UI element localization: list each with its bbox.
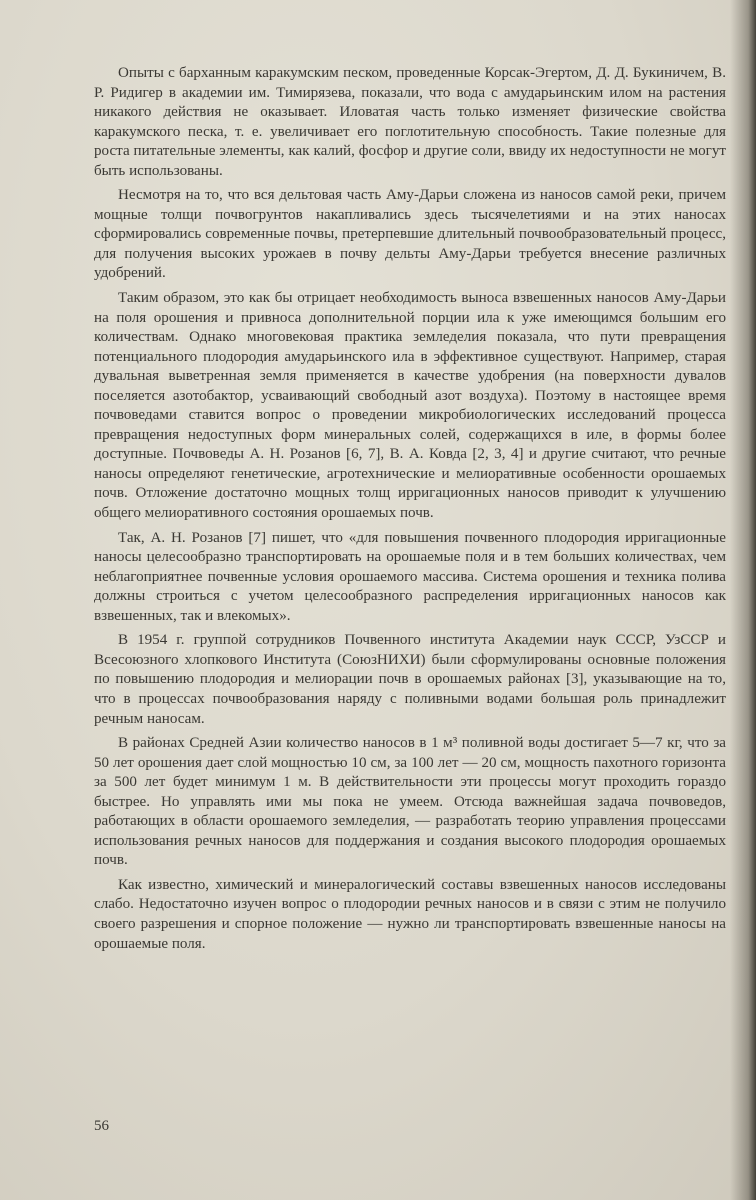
paragraph-2: Несмотря на то, что вся дельтовая часть Аму-Дарьи сложена из наносов самой реки, причем мощные толщи почвогрунтов накапливались здесь тысячелетиями и на этих наносах сформировались современные почвы, претерпевшие длительный почвообразовательный процесс, для получения высоких урожаев в почву дельты Аму-Дарьи требуется внесение различных удобрений. bbox=[94, 187, 726, 282]
paragraph-7: Как известно, химический и минералогический составы взвешенных наносов исследованы слабо. Недостаточно изучен вопрос о плодородии речных наносов и в связи с этим не получило своего разрешения и спорное положение — нужно ли транспортировать взвешенные наносы на орошаемые поля. bbox=[94, 876, 726, 952]
body-text bbox=[94, 64, 726, 959]
page-number: 56 bbox=[94, 1118, 109, 1134]
paragraph-6: В районах Средней Азии количество наносов в 1 м³ поливной воды достигает 5—7 кг, что за 50 лет орошения дает слой мощностью 10 см, за 100 лет — 20 см, мощность пахотного горизонта за 500 лет будет минимум 1 м. В действительности эти процессы могут проходить гораздо быстрее. Но управлять ими мы пока не умеем. Отсюда важнейшая задача почвоведов, работающих в области орошаемого земледелия, — разработать теорию управления процессами использования речных наносов для поддержания и создания высокого плодородия орошаемых почв. bbox=[94, 735, 726, 869]
paragraph-3: Таким образом, это как бы отрицает необходимость выноса взвешенных наносов Аму-Дарьи на поля орошения и привноса дополнительной порции ила к уже имеющимся большим его количествам. Однако многовековая практика земледелия показала, что пути превращения потенциального плодородия амударьинского ила в эффективное существуют. Например, старая дувальная выветренная земля применяется в качестве удобрения (на поверхности дувалов поселяется азотобактор, усваивающий свободный азот воздуха). Поэтому в настоящее время почвоведами ставится вопрос о проведении микробиологических исследований процесса превращения недоступных форм минеральных солей, содержащихся в иле, в формы более доступные. Почвоведы А. Н. Розанов [6, 7], В. А. Ковда [2, 3, 4] и другие считают, что речные наносы определяют генетические, агротехнические и мелиоративные особенности орошаемых почв. Отложение достаточно мощных толщ ирригационных наносов приводит к улучшению общего мелиоративного состояния орошаемых почв. bbox=[94, 290, 726, 522]
spine-shadow bbox=[730, 0, 756, 1200]
paragraph-4: Так, А. Н. Розанов [7] пишет, что «для повышения почвенного плодородия ирригационные наносы целесообразно транспортировать на орошаемые поля и в тем больших количествах, чем неблагоприятнее почвенные условия орошаемого массива. Система орошения и техника полива должны строиться с учетом целесообразного распределения ирригационных наносов как взвешенных, так и влекомых». bbox=[94, 529, 726, 624]
paragraph-5: В 1954 г. группой сотрудников Почвенного института Академии наук СССР, УзССР и Всесоюзного хлопкового Института (СоюзНИХИ) были сформулированы основные положения по повышению плодородия и мелиорации почв в орошаемых районах [3], указывающие на то, что в процессах почвообразования наряду с поливными водами большая роль принадлежит речным наносам. bbox=[94, 632, 726, 727]
paragraph-1: Опыты с барханным каракумским песком, проведенные Корсак-Эгертом, Д. Д. Букиничем, В. Р. Ридигер в академии им. Тимирязева, показали, что вода с амударьинским илом на растения никакого действия не оказывает. Иловатая часть только изменяет физические свойства каракумского песка, т. е. увеличивает его поглотительную способность. Такие полезные для роста питательные элементы, как калий, фосфор и другие соли, ввиду их недоступности не могут быть использованы. bbox=[94, 65, 726, 179]
